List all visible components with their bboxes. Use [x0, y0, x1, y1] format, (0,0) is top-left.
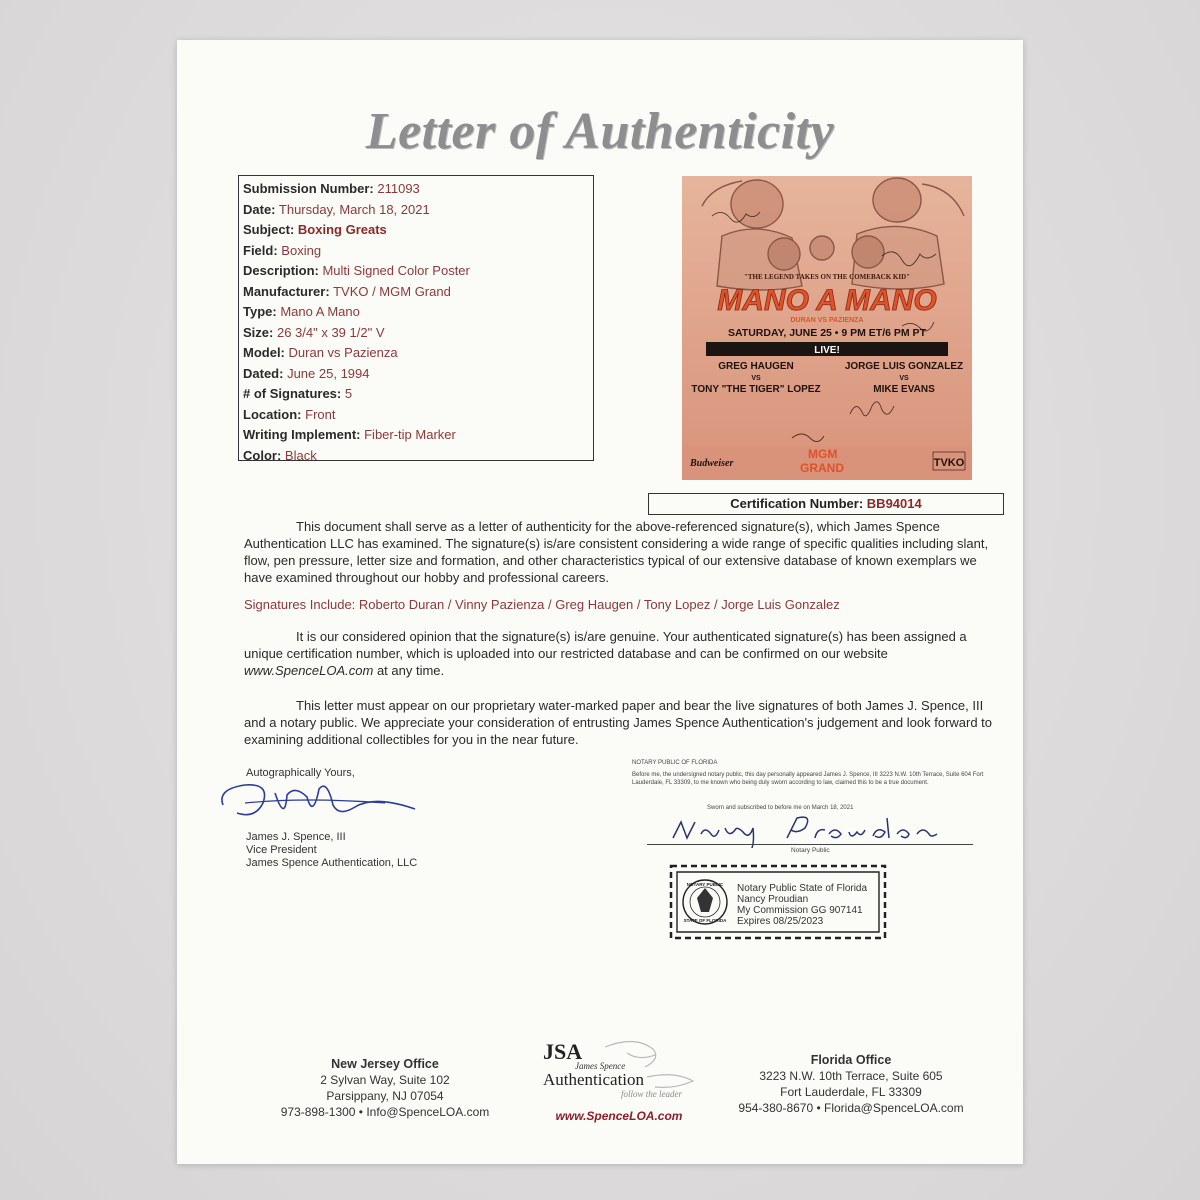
detail-label: Dated: [243, 365, 284, 381]
closing-text: Autographically Yours, [246, 767, 355, 779]
notary-header: NOTARY PUBLIC OF FLORIDA [632, 760, 718, 766]
detail-row [243, 425, 589, 446]
notary-line-label: Notary Public [791, 847, 830, 854]
poster-date-line: SATURDAY, JUNE 25 • 9 PM ET/6 PM PT [728, 327, 926, 339]
poster-fighter: JORGE LUIS GONZALEZ [844, 361, 964, 372]
detail-value: Front [305, 406, 336, 422]
detail-row [243, 446, 589, 467]
stamp-emblem-bottom: STATE OF FLORIDA [683, 918, 727, 923]
detail-row [243, 200, 589, 221]
signer-company: James Spence Authentication, LLC [246, 857, 418, 869]
detail-label: Field: [243, 242, 278, 258]
poster-artwork [682, 176, 972, 480]
detail-label: # of Signatures: [243, 386, 342, 401]
poster-venue: GRAND [800, 461, 844, 475]
jsa-tagline: follow the leader [621, 1089, 682, 1099]
office-heading: New Jersey Office [331, 1057, 439, 1071]
jsa-logo [535, 1037, 705, 1105]
detail-row [243, 282, 589, 303]
paragraph-2 [244, 628, 1000, 679]
detail-row [243, 241, 589, 262]
poster-fighter: TONY "THE TIGER" LOPEZ [691, 384, 821, 395]
spence-signature [215, 775, 425, 827]
detail-value: Black [284, 447, 317, 463]
paragraph-3: This letter must appear on our proprietary water-marked paper and bear the live signatures of both James J. Spence, III and a notary public. We appreciate your consideration of entrusting James Spence Authentication's judgement and look forward to examining additional collectibles for you in the near future. [244, 698, 993, 747]
poster-headline: MANO A MANO [717, 284, 937, 317]
detail-row [243, 364, 589, 385]
detail-row [243, 179, 589, 200]
footer-url[interactable]: www.SpenceLOA.com [555, 1109, 683, 1123]
detail-row [243, 405, 589, 426]
detail-row [243, 302, 589, 323]
detail-label: Description: [243, 263, 319, 278]
notary-sworn-date: Sworn and subscribed to before me on March 18, 2021 [707, 805, 854, 811]
detail-label: Type: [243, 304, 277, 319]
seal-line: My Commission GG 907141 [737, 905, 863, 916]
detail-value: Mano A Mano [280, 304, 360, 319]
jsa-letters: JSA [543, 1039, 583, 1064]
jsa-authentication: Authentication [543, 1070, 645, 1089]
letter-page [177, 40, 1023, 1164]
detail-label: Model: [243, 345, 285, 360]
detail-value: 211093 [377, 181, 420, 196]
paragraph-1: This document shall serve as a letter of authenticity for the above-referenced signature(s), which James Spence Authentication LLC has examined. The signature(s) is/are consistent considering a wide range of specific qualities including slant, flow, pen pressure, letter size and formation, and other characteristics typical of our extensive database of known exemplars we have examined throughout our hobby and professional careers. [244, 519, 989, 585]
poster-fighter: GREG HAUGEN [718, 361, 794, 372]
signer-title: Vice President [246, 844, 317, 856]
detail-value: Duran vs Pazienza [288, 345, 398, 360]
poster-subline: DURAN VS PAZIENZA [790, 317, 864, 324]
detail-value: Boxing Greats [297, 222, 387, 237]
certification-box [648, 493, 1004, 515]
seal-line: Expires 08/25/2023 [737, 916, 824, 927]
detail-row [243, 220, 589, 241]
signer-name: James J. Spence, III [246, 831, 346, 843]
poster-fighter: MIKE EVANS [873, 384, 935, 395]
poster-network-logo: TVKO [933, 457, 965, 469]
paragraph-2-end: at any time. [373, 663, 445, 678]
detail-label: Location: [243, 406, 302, 422]
paragraph-2-text: It is our considered opinion that the signature(s) is/are genuine. Your authenticated signature(s) has been assigned a unique certification number, which is uploaded into our restricted database and can be confirmed on our website [244, 629, 967, 661]
signatures-include: Signatures Include: Roberto Duran / Vinny Pazienza / Greg Haugen / Tony Lopez / Jorge Luis Gonzalez [244, 597, 840, 612]
detail-value: Fiber-tip Marker [364, 427, 456, 442]
certification-number: BB94014 [866, 496, 922, 511]
poster-sponsor-logo: Budweiser [690, 458, 734, 469]
eagle-icon [697, 888, 713, 912]
jsa-james-spence: James Spence [575, 1061, 626, 1071]
detail-value: Multi Signed Color Poster [322, 263, 470, 278]
detail-value: TVKO / MGM Grand [333, 283, 451, 299]
detail-label: Writing Implement: [243, 427, 361, 442]
detail-value: 5 [344, 386, 353, 401]
seal-line: Notary Public State of Florida [737, 883, 868, 894]
office-line: 973-898-1300 • Info@SpenceLOA.com [280, 1105, 490, 1119]
detail-label: Submission Number: [243, 181, 374, 196]
detail-value: 26 3/4" x 39 1/2" V [276, 324, 385, 340]
website-link[interactable]: www.SpenceLOA.com [244, 663, 374, 678]
detail-label: Color: [243, 447, 282, 463]
letter-title: Letter of Authenticity [365, 103, 835, 160]
detail-row [243, 261, 589, 282]
poster-vs: VS [751, 375, 761, 382]
notary-statement: Before me, the undersigned notary public, this day personally appeared James J. Spence, III 3223 N.W. 10th Terrace, Suite 604 Fort Lauderdale, FL 33309, to me known who being duly sworn according to law, claimed this to be a true document. [632, 772, 984, 786]
detail-label: Manufacturer: [243, 283, 330, 299]
notary-signature-line [647, 844, 973, 845]
detail-row [243, 384, 589, 405]
fl-office [723, 1052, 979, 1116]
detail-row [243, 343, 589, 364]
certification-label: Certification Number: [730, 496, 864, 511]
office-line: Parsippany, NJ 07054 [326, 1089, 444, 1103]
office-line: 2 Sylvan Way, Suite 102 [320, 1073, 450, 1087]
office-line: 954-380-8670 • Florida@SpenceLOA.com [738, 1101, 964, 1115]
poster-live-banner: LIVE! [814, 345, 840, 356]
detail-value: Thursday, March 18, 2021 [278, 201, 430, 217]
notary-signature [667, 808, 967, 848]
poster-venue: MGM [808, 447, 838, 461]
poster-tagline: "THE LEGEND TAKES ON THE COMEBACK KID" [743, 273, 911, 281]
office-line: 3223 N.W. 10th Terrace, Suite 605 [759, 1069, 943, 1083]
office-heading: Florida Office [810, 1053, 892, 1067]
notary-seal-text [737, 883, 867, 927]
poster-image [682, 176, 972, 480]
office-line: Fort Lauderdale, FL 33309 [780, 1085, 922, 1099]
seal-line: Nancy Proudian [737, 894, 809, 905]
details-box [238, 175, 594, 461]
detail-row [243, 323, 589, 344]
detail-label: Size: [243, 324, 274, 340]
detail-value: June 25, 1994 [287, 365, 370, 381]
stamp-emblem-top: NOTARY PUBLIC [686, 882, 724, 887]
poster-vs: VS [899, 375, 909, 382]
detail-value: Boxing [281, 242, 322, 258]
detail-label: Subject: [243, 222, 295, 237]
nj-office [247, 1056, 523, 1120]
detail-label: Date: [243, 201, 276, 217]
